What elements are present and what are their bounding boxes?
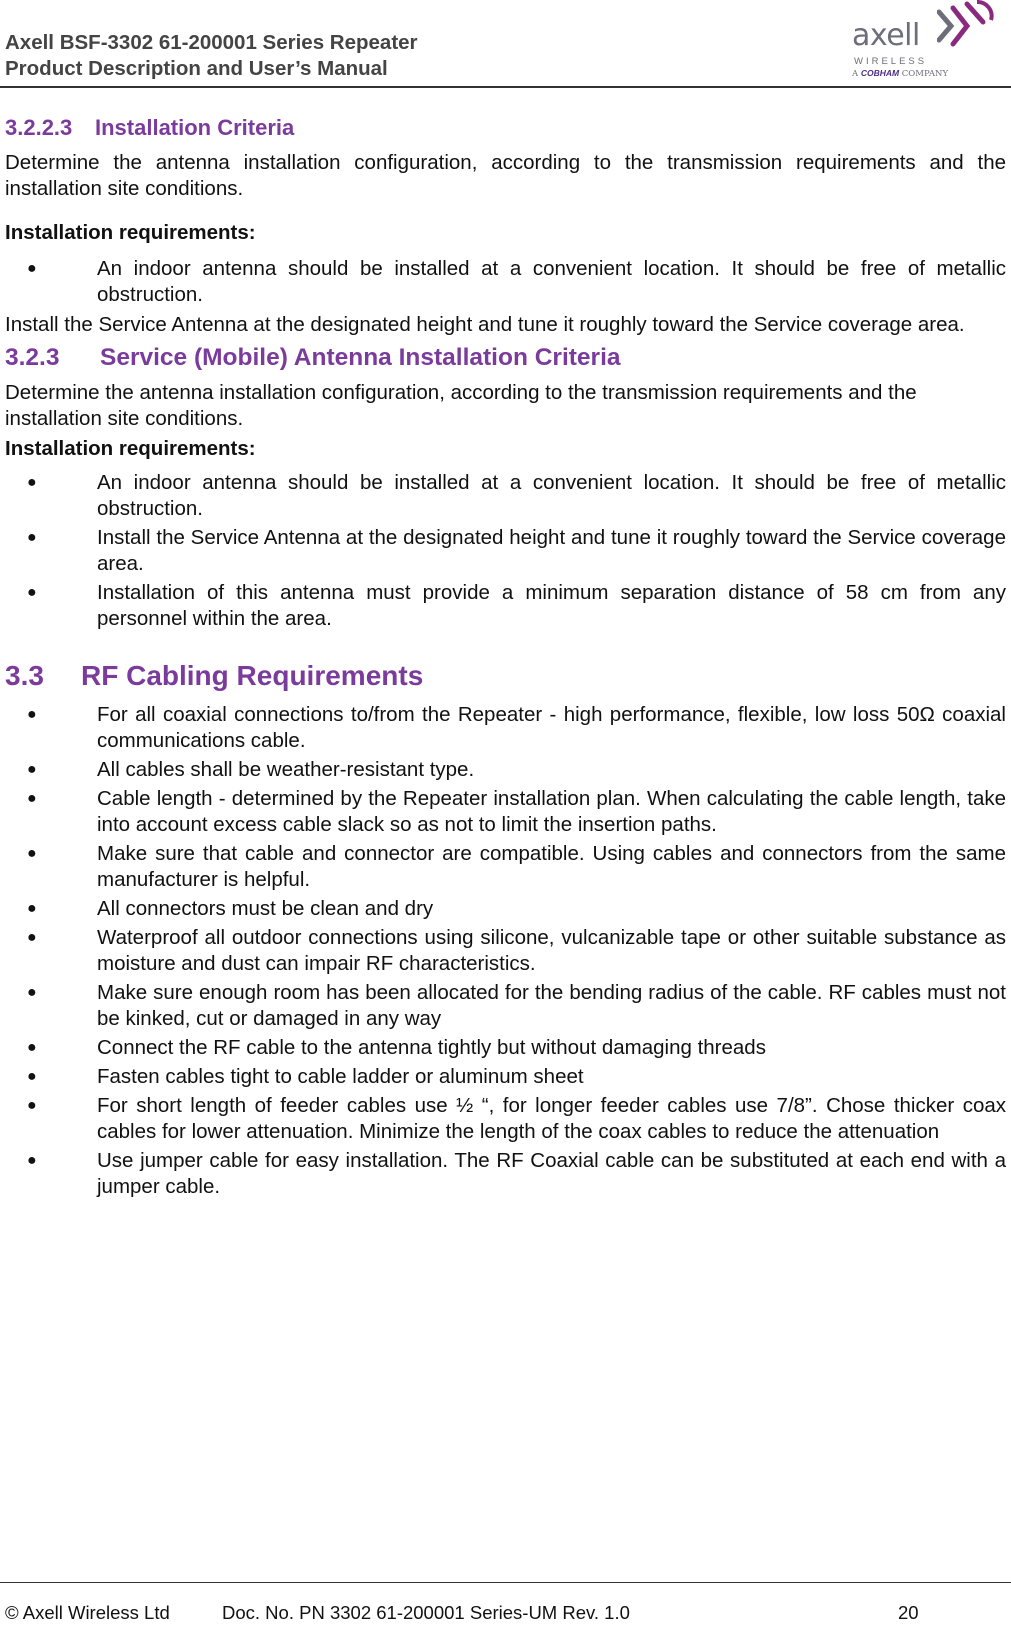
bullet-icon: ● bbox=[27, 529, 37, 546]
logo-chevrons-icon bbox=[937, 0, 995, 50]
bullet-icon: ● bbox=[27, 1097, 37, 1114]
logo-company bbox=[852, 68, 948, 79]
section-33-bullets bbox=[5, 702, 1006, 1200]
bullet-icon: ● bbox=[27, 845, 37, 862]
list-item: ● Use jumper cable for easy installation. The RF Coaxial cable can be substituted at each end with a jumper cable. bbox=[27, 1149, 1006, 1198]
section-3223-after-text: Install the Service Antenna at the designated height and tune it roughly toward the Service coverage area. bbox=[5, 313, 965, 336]
footer-divider bbox=[0, 1582, 1011, 1583]
section-323-bullets bbox=[5, 470, 1006, 632]
bullet-icon: ● bbox=[27, 929, 37, 946]
section-323-heading bbox=[5, 342, 1006, 374]
section-323-number: 3.2.3 bbox=[5, 344, 60, 371]
section-323-req-label: Installation requirements: bbox=[5, 437, 256, 460]
page-footer bbox=[0, 1582, 1011, 1632]
list-item: ● For short length of feeder cables use ½ “, for longer feeder cables use 7/8”. Chose thicker coax cables for lower attenuation. Minimize the length of the coax cables to reduce the attenuation bbox=[27, 1094, 1006, 1143]
list-item: ● Make sure that cable and connector are compatible. Using cables and connectors from the same manufacturer is helpful. bbox=[27, 842, 1006, 891]
list-item: ● Fasten cables tight to cable ladder or aluminum sheet bbox=[27, 1065, 584, 1088]
bullet-icon: ● bbox=[27, 984, 37, 1001]
list-item: ● All cables shall be weather-resistant type. bbox=[27, 758, 475, 781]
section-3223-intro: Determine the antenna installation configuration, according to the transmission requirements and the installation site conditions. bbox=[5, 151, 1006, 200]
section-323-intro: Determine the antenna installation configuration, according to the transmission requirements and the installation site conditions. bbox=[5, 381, 917, 430]
bullet-icon: ● bbox=[27, 706, 37, 723]
bullet-icon: ● bbox=[27, 1039, 37, 1056]
list-item: ● Installation of this antenna must provide a minimum separation distance of 58 cm from any personnel within the area. bbox=[27, 581, 1006, 630]
logo-company-suffix: COMPANY bbox=[901, 69, 949, 79]
bullet-icon: ● bbox=[27, 1152, 37, 1169]
section-3223-heading bbox=[5, 114, 1006, 142]
section-33-number: 3.3 bbox=[5, 660, 44, 691]
axell-logo bbox=[852, 0, 992, 80]
header-divider bbox=[0, 86, 1011, 88]
logo-sub: WIRELESS bbox=[854, 56, 928, 67]
list-item: ● Make sure enough room has been allocated for the bending radius of the cable. RF cables must not be kinked, cut or damaged in any way bbox=[27, 981, 1006, 1030]
section-323-title: Service (Mobile) Antenna Installation Criteria bbox=[100, 344, 621, 371]
list-item: ● An indoor antenna should be installed at a convenient location. It should be free of metallic obstruction. bbox=[27, 257, 1006, 306]
list-item: ● Waterproof all outdoor connections using silicone, vulcanizable tape or other suitable substance as moisture and dust can impair RF characteristics. bbox=[27, 926, 1006, 975]
bullet-icon: ● bbox=[27, 474, 37, 491]
section-3223-req-label: Installation requirements: bbox=[5, 221, 256, 244]
page-header bbox=[0, 0, 1011, 88]
bullet-icon: ● bbox=[27, 761, 37, 778]
section-3223-title: Installation Criteria bbox=[95, 115, 295, 140]
section-3223-bullets bbox=[5, 256, 1006, 308]
header-title-line2: Product Description and User’s Manual bbox=[5, 57, 388, 80]
bullet-icon: ● bbox=[27, 790, 37, 807]
list-item: ● An indoor antenna should be installed at a convenient location. It should be free of metallic obstruction. bbox=[27, 471, 1006, 520]
list-item: ● All connectors must be clean and dry bbox=[27, 897, 434, 920]
footer-doc-number: Doc. No. PN 3302 61-200001 Series-UM Rev. 1.0 bbox=[222, 1602, 630, 1623]
bullet-icon: ● bbox=[27, 1068, 37, 1085]
list-item: ● For all coaxial connections to/from the Repeater - high performance, flexible, low loss 50Ω coaxial communications cable. bbox=[27, 703, 1006, 752]
list-item: ● Cable length - determined by the Repeater installation plan. When calculating the cable length, take into account excess cable slack so as not to limit the insertion paths. bbox=[27, 787, 1006, 836]
list-item: ● Install the Service Antenna at the designated height and tune it roughly toward the Service coverage area. bbox=[27, 526, 1006, 575]
logo-company-prefix: A bbox=[852, 69, 859, 79]
page-content bbox=[5, 114, 1006, 1200]
section-33-heading bbox=[5, 658, 1006, 694]
logo-word: axell bbox=[852, 18, 920, 53]
list-item: ● Connect the RF cable to the antenna tightly but without damaging threads bbox=[27, 1036, 766, 1059]
bullet-icon: ● bbox=[27, 260, 37, 277]
header-title-line1: Axell BSF-3302 61-200001 Series Repeater bbox=[5, 31, 418, 54]
footer-copyright: © Axell Wireless Ltd bbox=[5, 1602, 170, 1623]
section-3223-number: 3.2.2.3 bbox=[5, 115, 73, 140]
bullet-icon: ● bbox=[27, 584, 37, 601]
logo-company-brand: COBHAM bbox=[860, 68, 900, 78]
bullet-icon: ● bbox=[27, 900, 37, 917]
footer-page-number: 20 bbox=[898, 1602, 919, 1623]
section-33-title: RF Cabling Requirements bbox=[81, 660, 424, 691]
